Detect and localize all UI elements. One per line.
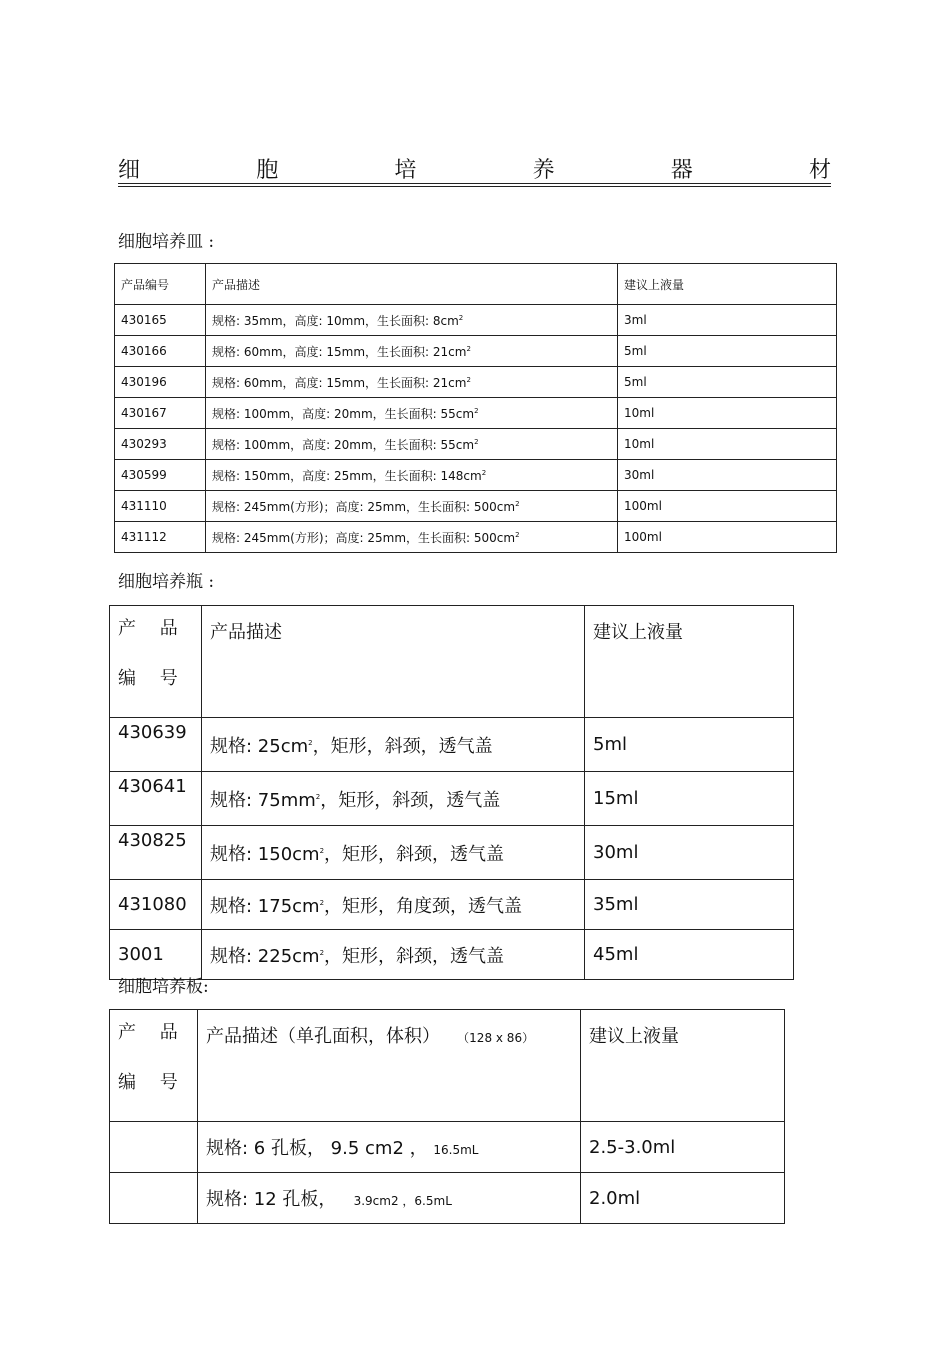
product-code bbox=[110, 1173, 198, 1224]
product-desc: 规格: 60mm，高度: 15mm，生长面积: $21cm^2$ bbox=[206, 367, 618, 398]
product-volume: 10ml bbox=[618, 429, 837, 460]
product-code: 431112 bbox=[115, 522, 206, 553]
product-volume: 2.5-3.0ml bbox=[581, 1122, 785, 1173]
dish-table bbox=[114, 263, 837, 553]
product-desc: 规格: 12 孔板， 3.9cm2 ，6.5mL bbox=[198, 1173, 581, 1224]
table-row bbox=[115, 336, 837, 367]
header-code: 产 品 编 号 bbox=[110, 606, 202, 718]
product-volume: 100ml bbox=[618, 522, 837, 553]
product-desc: 规格: 6 孔板， 9.5 cm2 ， 16.5mL bbox=[198, 1122, 581, 1173]
product-code: 430196 bbox=[115, 367, 206, 398]
table-row bbox=[115, 491, 837, 522]
product-volume: 10ml bbox=[618, 398, 837, 429]
header-desc: 产品描述 bbox=[202, 606, 585, 718]
product-desc: 规格: 100mm，高度: 20mm，生长面积: $55cm^2$ bbox=[206, 429, 618, 460]
product-volume: 30ml bbox=[585, 826, 794, 880]
table-header-row bbox=[110, 606, 794, 718]
product-desc: 规格: $225cm^2$，矩形，斜颈，透气盖 bbox=[202, 930, 585, 980]
plate-table bbox=[109, 1009, 785, 1224]
table-row bbox=[110, 826, 794, 880]
product-volume: 45ml bbox=[585, 930, 794, 980]
product-volume: 3ml bbox=[618, 305, 837, 336]
table-row bbox=[115, 367, 837, 398]
product-code: 430165 bbox=[115, 305, 206, 336]
title-char: 器 bbox=[670, 157, 693, 183]
section-label-plate: 细胞培养板: bbox=[118, 977, 209, 997]
table-row bbox=[110, 1173, 785, 1224]
product-volume: 30ml bbox=[618, 460, 837, 491]
header-volume: 建议上液量 bbox=[585, 606, 794, 718]
product-code bbox=[110, 1122, 198, 1173]
title-underline bbox=[118, 183, 831, 187]
product-code: 431080 bbox=[110, 880, 202, 930]
section-label-flask: 细胞培养瓶 : bbox=[118, 572, 215, 592]
page-title bbox=[118, 153, 831, 183]
product-desc: 规格: 150mm，高度: 25mm，生长面积: $148cm^2$ bbox=[206, 460, 618, 491]
product-desc: 规格: 245mm(方形)；高度: 25mm，生长面积: $500cm^2$ bbox=[206, 491, 618, 522]
product-desc: 规格: $150cm^2$，矩形，斜颈，透气盖 bbox=[202, 826, 585, 880]
product-volume: 5ml bbox=[585, 718, 794, 772]
product-volume: 15ml bbox=[585, 772, 794, 826]
table-row bbox=[115, 305, 837, 336]
product-desc: 规格: 100mm，高度: 20mm，生长面积: $55cm^2$ bbox=[206, 398, 618, 429]
header-desc: 产品描述 bbox=[206, 264, 618, 305]
product-code: 430825 bbox=[110, 826, 202, 880]
title-char: 培 bbox=[394, 157, 417, 183]
table-row bbox=[110, 930, 794, 980]
product-code: 430167 bbox=[115, 398, 206, 429]
product-desc: 规格: $75mm^2$，矩形，斜颈，透气盖 bbox=[202, 772, 585, 826]
product-code: 3001 bbox=[110, 930, 202, 980]
product-code: 430166 bbox=[115, 336, 206, 367]
header-volume: 建议上液量 bbox=[581, 1010, 785, 1122]
product-volume: 5ml bbox=[618, 336, 837, 367]
product-desc: 规格: 245mm(方形)；高度: 25mm，生长面积: $500cm^2$ bbox=[206, 522, 618, 553]
table-row bbox=[115, 398, 837, 429]
table-row bbox=[115, 429, 837, 460]
table-row bbox=[110, 772, 794, 826]
table-row bbox=[110, 880, 794, 930]
title-char: 材 bbox=[808, 157, 831, 183]
product-code: 430641 bbox=[110, 772, 202, 826]
title-char: 细 bbox=[118, 157, 141, 183]
product-code: 431110 bbox=[115, 491, 206, 522]
title-char: 胞 bbox=[256, 157, 279, 183]
product-volume: 35ml bbox=[585, 880, 794, 930]
product-code: 430293 bbox=[115, 429, 206, 460]
table-header-row bbox=[110, 1010, 785, 1122]
flask-table bbox=[109, 605, 794, 980]
product-desc: 规格: $175cm^2$，矩形，角度颈，透气盖 bbox=[202, 880, 585, 930]
table-row bbox=[110, 1122, 785, 1173]
table-row bbox=[115, 522, 837, 553]
product-desc: 规格: 60mm，高度: 15mm，生长面积: $21cm^2$ bbox=[206, 336, 618, 367]
product-volume: 2.0ml bbox=[581, 1173, 785, 1224]
table-row bbox=[115, 460, 837, 491]
product-volume: 5ml bbox=[618, 367, 837, 398]
product-desc: 规格: 35mm，高度: 10mm，生长面积: $8cm^2$ bbox=[206, 305, 618, 336]
header-code: 产品编号 bbox=[115, 264, 206, 305]
header-desc: 产品描述（单孔面积，体积） （128 x 86） bbox=[198, 1010, 581, 1122]
table-row bbox=[110, 718, 794, 772]
table-header-row bbox=[115, 264, 837, 305]
section-label-dish: 细胞培养皿 : bbox=[118, 232, 215, 252]
product-code: 430599 bbox=[115, 460, 206, 491]
title-char: 养 bbox=[532, 157, 555, 183]
product-volume: 100ml bbox=[618, 491, 837, 522]
product-code: 430639 bbox=[110, 718, 202, 772]
product-desc: 规格: $25cm^2$，矩形，斜颈，透气盖 bbox=[202, 718, 585, 772]
header-volume: 建议上液量 bbox=[618, 264, 837, 305]
header-code: 产 品 编 号 bbox=[110, 1010, 198, 1122]
